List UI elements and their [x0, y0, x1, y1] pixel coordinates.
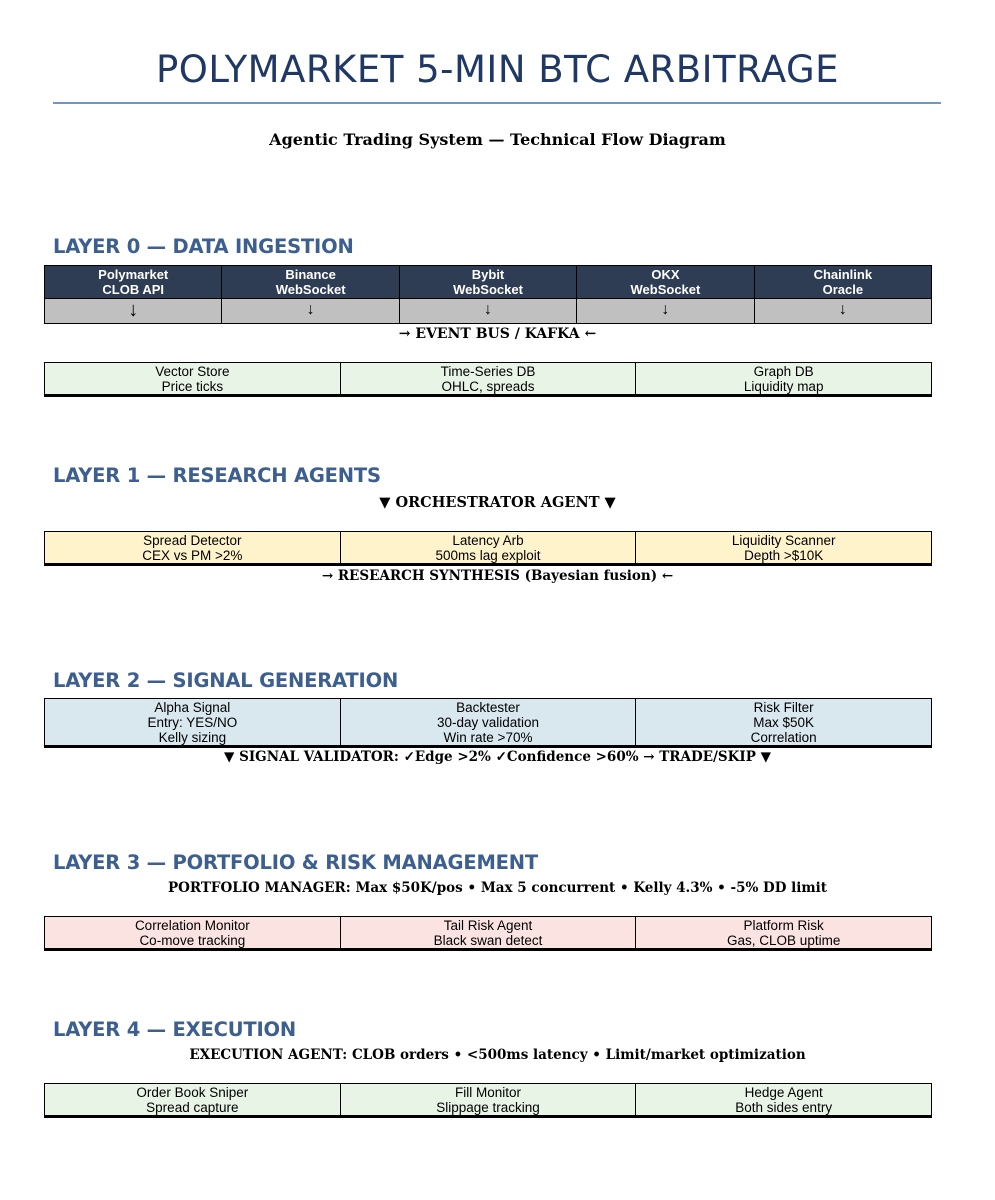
- source-polymarket: Polymarket CLOB API: [45, 266, 222, 298]
- risk-management-row: [44, 916, 932, 951]
- risk-filter: Risk Filter Max $50K Correlation: [636, 699, 931, 745]
- research-agents-row: [44, 531, 932, 566]
- layer2-heading: LAYER 2 — SIGNAL GENERATION: [53, 669, 399, 692]
- execution-agent-label: EXECUTION AGENT: CLOB orders • <500ms latency • Limit/market optimization: [189, 1047, 806, 1063]
- agent-liquidity-scanner: Liquidity Scanner Depth >$10K: [636, 532, 931, 563]
- store-vector: Vector Store Price ticks: [45, 363, 341, 394]
- alpha-signal: Alpha Signal Entry: YES/NO Kelly sizing: [45, 699, 341, 745]
- layer1-heading: LAYER 1 — RESEARCH AGENTS: [53, 464, 381, 487]
- event-bus-label: → EVENT BUS / KAFKA ←: [398, 326, 597, 342]
- title-underline: [53, 102, 941, 104]
- agent-spread-detector: Spread Detector CEX vs PM >2%: [45, 532, 341, 563]
- data-sources-arrow-row: [44, 299, 932, 324]
- signal-validator-label: ▼ SIGNAL VALIDATOR: ✓Edge >2% ✓Confidence >60% → TRADE/SKIP ▼: [224, 749, 771, 765]
- source-chainlink: Chainlink Oracle: [755, 266, 931, 298]
- down-arrow-icon: ↓: [45, 299, 222, 323]
- data-sources-header-row: [44, 265, 932, 299]
- research-synthesis-label: → RESEARCH SYNTHESIS (Bayesian fusion) ←: [321, 568, 674, 584]
- source-okx: OKX WebSocket: [577, 266, 754, 298]
- layer0-heading: LAYER 0 — DATA INGESTION: [53, 235, 354, 258]
- layer4-heading: LAYER 4 — EXECUTION: [53, 1018, 297, 1041]
- source-bybit: Bybit WebSocket: [400, 266, 577, 298]
- source-binance: Binance WebSocket: [222, 266, 399, 298]
- hedge-agent: Hedge Agent Both sides entry: [636, 1084, 931, 1115]
- signal-generation-row: [44, 698, 932, 748]
- store-timeseries: Time-Series DB OHLC, spreads: [341, 363, 637, 394]
- document-title: POLYMARKET 5-MIN BTC ARBITRAGE: [155, 48, 840, 91]
- document-subtitle: Agentic Trading System — Technical Flow Diagram: [269, 130, 726, 149]
- platform-risk: Platform Risk Gas, CLOB uptime: [636, 917, 931, 948]
- layer3-heading: LAYER 3 — PORTFOLIO & RISK MANAGEMENT: [53, 851, 538, 874]
- down-arrow-icon: ↓: [577, 299, 754, 323]
- store-graph: Graph DB Liquidity map: [636, 363, 931, 394]
- portfolio-manager-label: PORTFOLIO MANAGER: Max $50K/pos • Max 5 concurrent • Kelly 4.3% • -5% DD limit: [167, 880, 828, 896]
- tail-risk-agent: Tail Risk Agent Black swan detect: [341, 917, 637, 948]
- order-book-sniper: Order Book Sniper Spread capture: [45, 1084, 341, 1115]
- backtester: Backtester 30-day validation Win rate >70%: [341, 699, 637, 745]
- agent-latency-arb: Latency Arb 500ms lag exploit: [341, 532, 637, 563]
- down-arrow-icon: ↓: [400, 299, 577, 323]
- execution-row: [44, 1083, 932, 1118]
- down-arrow-icon: ↓: [222, 299, 399, 323]
- orchestrator-label: ▼ ORCHESTRATOR AGENT ▼: [379, 494, 616, 511]
- fill-monitor: Fill Monitor Slippage tracking: [341, 1084, 637, 1115]
- storage-row: [44, 362, 932, 397]
- correlation-monitor: Correlation Monitor Co-move tracking: [45, 917, 341, 948]
- down-arrow-icon: ↓: [755, 299, 931, 323]
